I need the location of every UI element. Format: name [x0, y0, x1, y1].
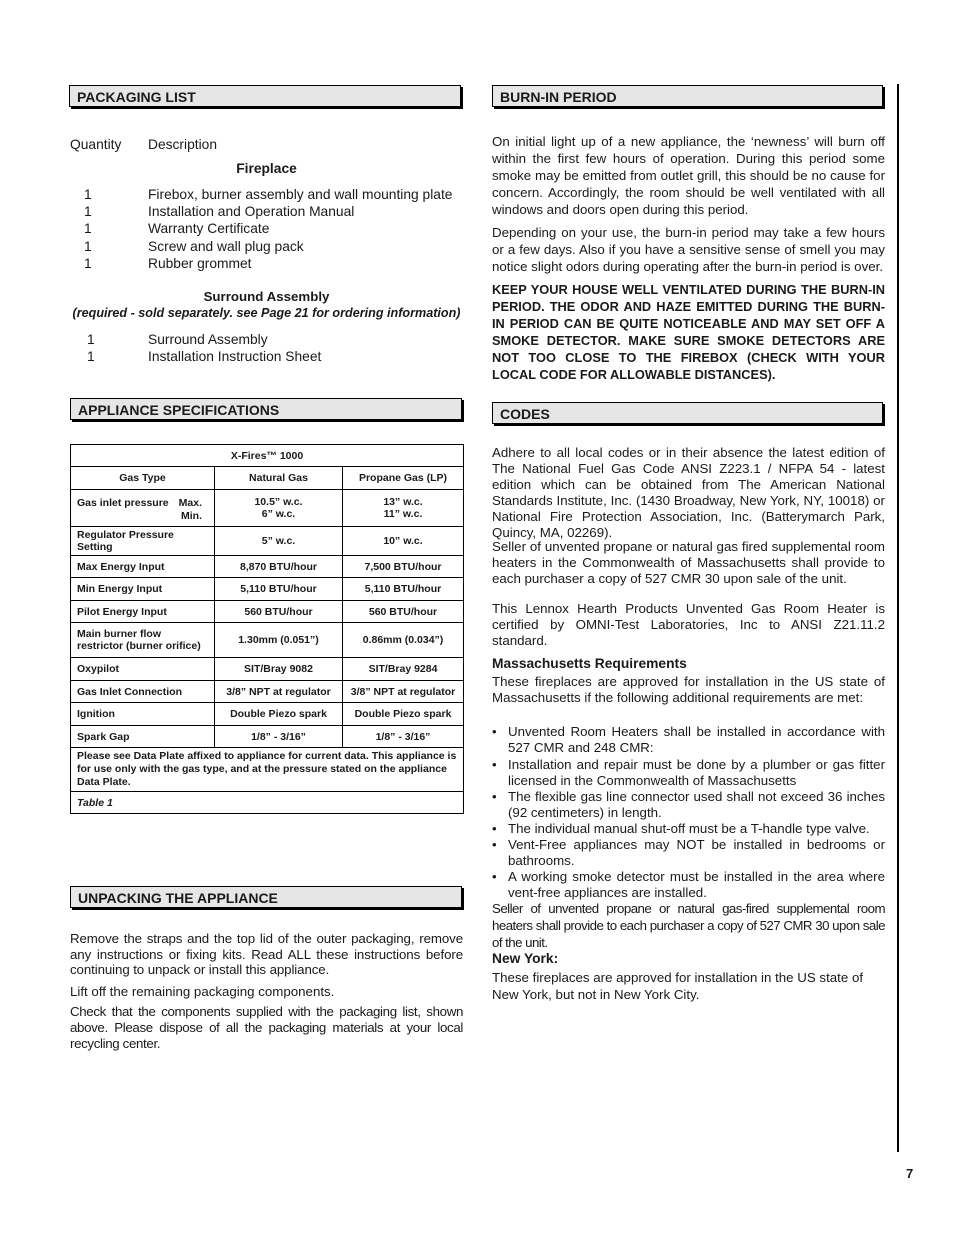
table-cell: 5” w.c. [215, 527, 343, 556]
table-cell: SIT/Bray 9082 [215, 658, 343, 681]
gas-inlet-pressure-label: Gas inlet pressure Max. Min. [71, 490, 215, 527]
table-cell: Regulator Pressure Setting [71, 527, 215, 556]
table-cell: 3/8” NPT at regulator [343, 681, 464, 703]
new-york-title: New York: [492, 951, 559, 966]
table-cell: Double Piezo spark [215, 703, 343, 726]
table-row [71, 658, 464, 681]
table-note: Please see Data Plate affixed to appliance for current data. This appliance is for use only with the gas type, and at the pressure stated on the appliance Data Plate. [71, 748, 464, 792]
page-edge-rule [897, 84, 899, 1152]
table-cell: Main burner flow restrictor (burner orifice) [71, 623, 215, 658]
table-caption: Table 1 [71, 792, 464, 814]
list-item: • Unvented Room Heaters shall be installed in accordance with 527 CMR and 248 CMR: [492, 724, 885, 755]
table-cell: 5,110 BTU/hour [343, 578, 464, 601]
table-cell: SIT/Bray 9284 [343, 658, 464, 681]
table-cell: Oxypilot [71, 658, 215, 681]
specifications-table [70, 444, 464, 814]
burn-in-period-heading: BURN-IN PERIOD [492, 85, 883, 107]
codes-heading: CODES [492, 402, 883, 424]
table-cell: Max Energy Input [71, 556, 215, 578]
quantity-column-label: Quantity [70, 137, 122, 152]
table-row [71, 527, 464, 556]
table-cell: 0.86mm (0.034”) [343, 623, 464, 658]
unpacking-paragraph-3: Check that the components supplied with the packaging list, shown above. Please dispose of all the packaging materials at your local recycling center. [70, 1004, 463, 1051]
table-cell: Ignition [71, 703, 215, 726]
table-cell: Min Energy Input [71, 578, 215, 601]
list-item: • The individual manual shut-off must be a T-handle type valve. [492, 821, 870, 836]
massachusetts-seller-note: Seller of unvented propane or natural gas-fired supplemental room heaters shall provide to each purchaser a copy of 527 CMR 30 upon sale of the unit. [492, 901, 885, 950]
table-row [71, 792, 464, 814]
table-cell: 8,870 BTU/hour [215, 556, 343, 578]
table-cell: 1/8” - 3/16” [343, 726, 464, 748]
unpacking-paragraph-1: Remove the straps and the top lid of the outer packaging, remove any instructions or fixing kits. Read ALL these instructions before continuing to unpack or install this appliance. [70, 931, 463, 977]
table-row [71, 578, 464, 601]
table-cell: 10” w.c. [343, 527, 464, 556]
table-row [71, 726, 464, 748]
table-cell: 560 BTU/hour [215, 601, 343, 623]
table-row [71, 601, 464, 623]
table-row [71, 445, 464, 467]
massachusetts-intro: These fireplaces are approved for installation in the US state of Massachusetts if the following additional requirements are met: [492, 674, 885, 705]
table-cell: 1/8” - 3/16” [215, 726, 343, 748]
description-column-label: Description [148, 137, 218, 152]
massachusetts-requirements-list [492, 724, 885, 901]
table-cell: 5,110 BTU/hour [215, 578, 343, 601]
table-cell: 7,500 BTU/hour [343, 556, 464, 578]
table-row [71, 681, 464, 703]
unpacking-heading: UNPACKING THE APPLIANCE [70, 886, 462, 908]
list-item: • Installation and repair must be done by a plumber or gas fitter licensed in the Commonwealth of Massachusetts [492, 757, 885, 788]
table-cell: 3/8” NPT at regulator [215, 681, 343, 703]
gas-type-header: Gas Type [71, 467, 215, 490]
table-cell: 10.5” w.c. 6” w.c. [215, 490, 343, 527]
unpacking-paragraph-2: Lift off the remaining packaging components. [70, 984, 335, 999]
massachusetts-requirements-title: Massachusetts Requirements [492, 656, 687, 671]
codes-paragraph-3: This Lennox Hearth Products Unvented Gas Room Heater is certified by OMNI-Test Laboratories, Inc to ANSI Z21.11.2 standard. [492, 601, 885, 648]
table-row [71, 703, 464, 726]
table-row [71, 556, 464, 578]
list-item: • Vent-Free appliances may NOT be installed in bedrooms or bathrooms. [492, 837, 885, 868]
surround-assembly-note: (required - sold separately. see Page 21 for ordering information) [72, 306, 461, 320]
burn-in-paragraph-2: Depending on your use, the burn-in period may take a few hours or a few days. Also if you have a sensitive sense of smell you may notice slight odors during operating after the burn-in period is over. [492, 225, 885, 274]
table-row [71, 490, 464, 527]
table-cell: Gas Inlet Connection [71, 681, 215, 703]
table-cell: Pilot Energy Input [71, 601, 215, 623]
list-item: • A working smoke detector must be installed in the area where vent-free appliances are installed. [492, 869, 885, 900]
packaging-list-heading: PACKAGING LIST [69, 85, 461, 107]
propane-gas-header: Propane Gas (LP) [343, 467, 464, 490]
fireplace-title: Fireplace [236, 161, 297, 176]
codes-paragraph-1: Adhere to all local codes or in their absence the latest edition of The National Fuel Gas Code ANSI Z223.1 / NFPA 54 - latest edition which can be obtained from The American National Standards Institute, Inc. (1430 Broadway, New York, NY, 10018) or National Fire Protection Association, Inc. (Batterymarch Park, Quincy, MA, 02269). [492, 445, 885, 540]
surround-assembly-title: Surround Assembly [203, 289, 330, 304]
table-cell: Spark Gap [71, 726, 215, 748]
new-york-text: These fireplaces are approved for installation in the US state of New York, but not in New York City. [492, 970, 864, 1002]
table-row [71, 467, 464, 490]
table-cell: 1.30mm (0.051”) [215, 623, 343, 658]
codes-paragraph-2: Seller of unvented propane or natural gas fired supplemental room heaters in the Commonwealth of Massachusetts shall provide to each purchaser a copy of 527 CMR 30 upon sale of the unit. [492, 539, 885, 586]
table-cell: 560 BTU/hour [343, 601, 464, 623]
burn-in-paragraph-1: On initial light up of a new appliance, the ‘newness’ will burn off within the first few hours of operation. During this period some smoke may be emitted from outlet grill, this should be no cause for concern. Accordingly, the room should be well ventilated with all windows and doors open during this period. [492, 134, 885, 217]
natural-gas-header: Natural Gas [215, 467, 343, 490]
table-row [71, 623, 464, 658]
table-row [71, 748, 464, 792]
model-name: X-Fires™ 1000 [71, 445, 464, 467]
burn-in-warning: KEEP YOUR HOUSE WELL VENTILATED DURING THE BURN-IN PERIOD. THE ODOR AND HAZE EMITTED DURING THE BURN-IN PERIOD CAN BE QUITE NOTICEABLE AND MAY SET OFF A SMOKE DETECTOR. MAKE SURE SMOKE DETECTORS ARE NOT TOO CLOSE TO THE FIREBOX (CHECK WITH YOUR LOCAL CODE FOR ALLOWABLE DISTANCES). [492, 282, 885, 382]
list-item: • The flexible gas line connector used shall not exceed 36 inches (92 centimeters) in length. [492, 789, 885, 820]
table-cell: Double Piezo spark [343, 703, 464, 726]
table-cell: 13” w.c. 11” w.c. [343, 490, 464, 527]
page-number: 7 [906, 1166, 914, 1181]
appliance-specifications-heading: APPLIANCE SPECIFICATIONS [70, 398, 462, 420]
